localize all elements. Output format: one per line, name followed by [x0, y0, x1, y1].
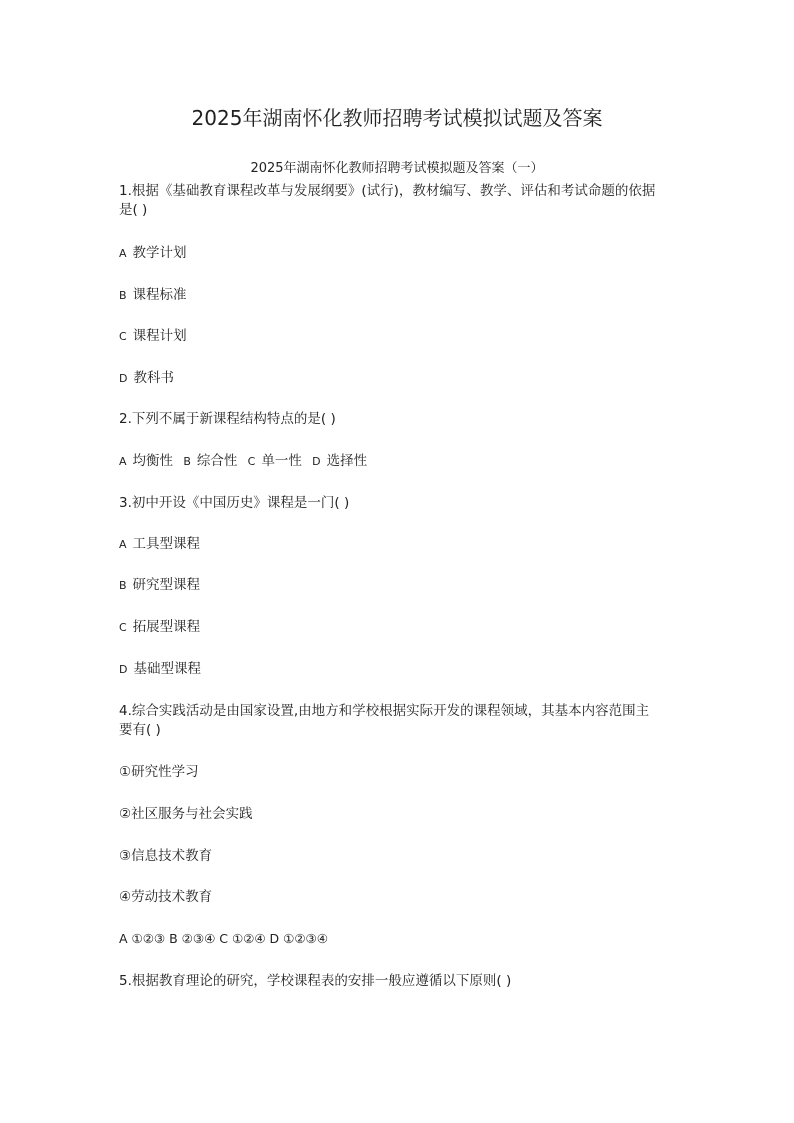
- option-letter: C: [119, 330, 127, 343]
- question-1-option-d: [119, 368, 679, 389]
- option-text: 课程计划: [132, 328, 187, 344]
- question-4-item-1: ①研究性学习: [119, 764, 199, 780]
- option-letter: C: [119, 621, 127, 634]
- question-4-answer-options: A ①②③ B ②③④ C ①②④ D ①②③④: [119, 931, 328, 946]
- option-letter: D: [119, 372, 128, 385]
- option-letter: A: [119, 538, 127, 551]
- question-1-option-c: [119, 326, 679, 347]
- option-text: 拓展型课程: [132, 619, 201, 635]
- option-text: 选择性: [326, 453, 368, 469]
- option-text: 综合性: [196, 453, 238, 469]
- document-title: 2025年湖南怀化教师招聘考试模拟试题及答案: [191, 106, 603, 130]
- question-1-option-b: [119, 285, 679, 306]
- question-3-option-c: [119, 617, 679, 638]
- question-4-item-2: ②社区服务与社会实践: [119, 806, 253, 822]
- question-1-option-a: [119, 243, 679, 264]
- document-subtitle: 2025年湖南怀化教师招聘考试模拟题及答案（一）: [250, 161, 544, 176]
- option-text: 教学计划: [132, 245, 187, 261]
- option-text: 课程标准: [132, 287, 187, 303]
- option-text: 教科书: [133, 370, 174, 386]
- question-5-stem: 5.根据教育理论的研究，学校课程表的安排一般应遵循以下原则( ): [119, 973, 512, 989]
- option-letter: A: [119, 455, 127, 468]
- question-4-stem-line1: 4.综合实践活动是由国家设置,由地方和学校根据实际开发的课程领域，其基本内容范围主: [119, 703, 650, 719]
- option-letter: B: [183, 455, 191, 468]
- option-letter: A: [119, 247, 127, 260]
- question-4-item-4: ④劳动技术教育: [119, 889, 213, 905]
- question-3-option-b: [119, 575, 679, 596]
- option-text: 基础型课程: [133, 661, 201, 677]
- question-1-stem-line1: 1.根据《基础教育课程改革与发展纲要》(试行)，教材编写、教学、评估和考试命题的依据: [119, 183, 656, 199]
- question-4-item-3: ③信息技术教育: [119, 848, 213, 864]
- option-text: 研究型课程: [132, 577, 201, 593]
- option-text: 均衡性: [132, 453, 174, 469]
- question-2-stem: 2.下列不属于新课程结构特点的是( ): [119, 411, 336, 427]
- question-3-option-a: [119, 534, 679, 555]
- option-letter: D: [312, 455, 321, 468]
- question-4-stem-line2: 要有( ): [119, 722, 161, 738]
- question-3-stem: 3.初中开设《中国历史》课程是一门( ): [119, 495, 350, 511]
- option-letter: D: [119, 663, 128, 676]
- option-letter: C: [247, 455, 256, 468]
- option-text: 工具型课程: [132, 536, 201, 552]
- option-text: 单一性: [261, 453, 302, 469]
- question-1-stem-line2: 是( ): [119, 202, 148, 218]
- question-3-option-d: [119, 659, 679, 680]
- option-letter: B: [119, 579, 127, 592]
- option-letter: B: [119, 289, 127, 302]
- question-2-options: [119, 451, 679, 472]
